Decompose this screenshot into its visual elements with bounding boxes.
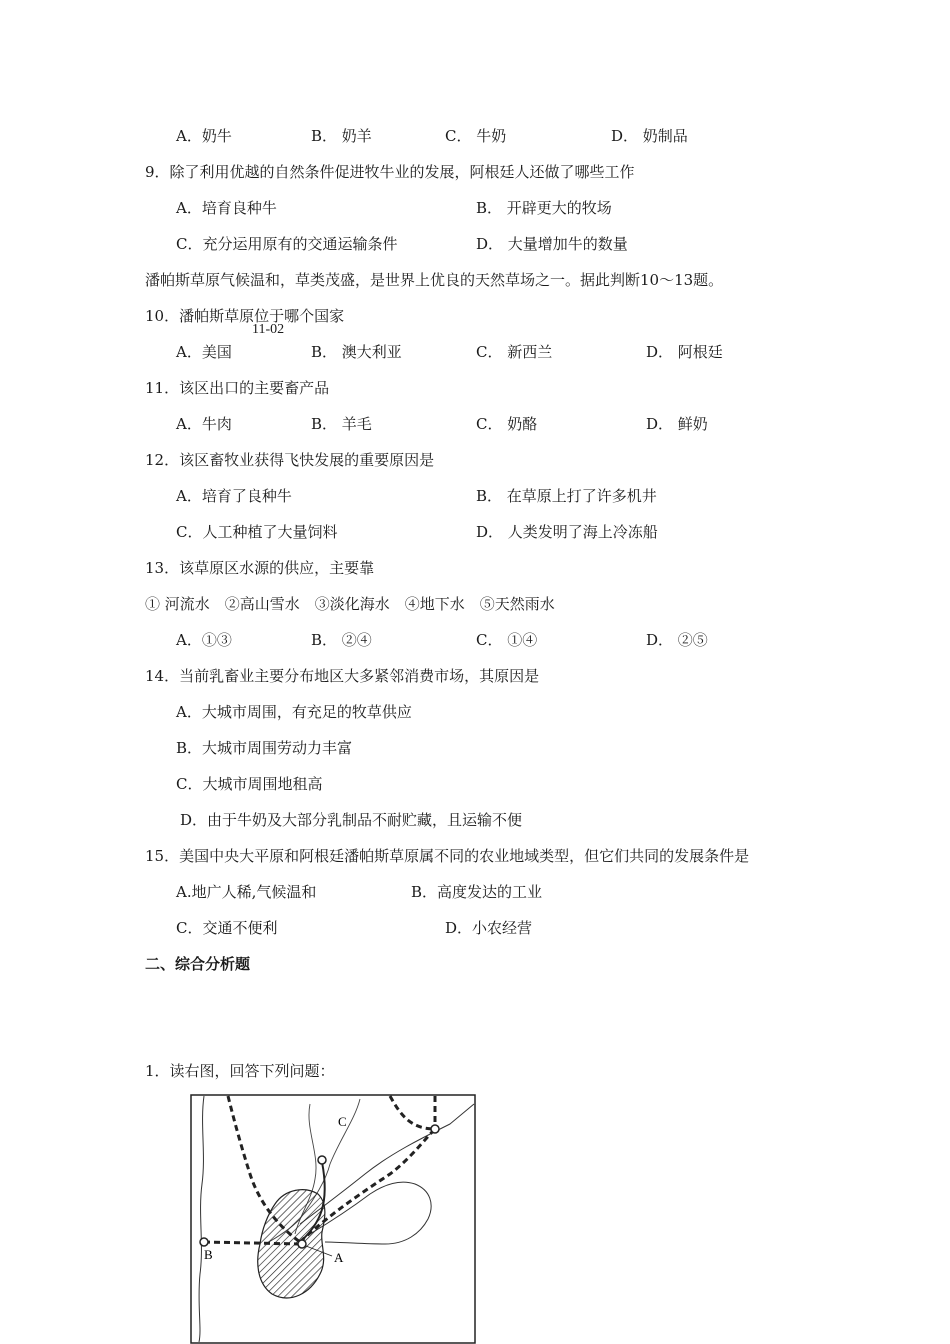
q9-option-a: A．培育良种牛	[176, 199, 277, 217]
q13-option-c: C． ①④	[476, 631, 538, 649]
q14-option-a: A．大城市周围，有充足的牧草供应	[176, 703, 412, 721]
q12-option-a: A．培育了良种牛	[176, 487, 292, 505]
q15-option-a: A.地广人稀,气候温和	[176, 883, 317, 901]
q13-option-d: D． ②⑤	[646, 631, 708, 649]
q15-option-b: B．高度发达的工业	[411, 883, 543, 901]
q14-stem: 14．当前乳畜业主要分布地区大多紧邻消费市场，其原因是	[145, 667, 540, 685]
q10-option-b: B． 澳大利亚	[311, 343, 402, 361]
q10-option-d: D． 阿根廷	[646, 343, 723, 361]
q9-option-d: D． 大量增加牛的数量	[476, 235, 628, 253]
q13-option-b: B． ②④	[311, 631, 372, 649]
q14-option-b: B．大城市周围劳动力丰富	[176, 739, 353, 757]
q8-option-c: C． 牛奶	[445, 127, 507, 145]
q11-option-c: C． 奶酪	[476, 415, 538, 433]
q11-stem: 11．该区出口的主要畜产品	[145, 379, 330, 397]
q14-option-c: C．大城市周围地租高	[176, 775, 323, 793]
q11-option-a: A．牛肉	[176, 415, 232, 433]
q9-stem: 9．除了利用优越的自然条件促进牧牛业的发展，阿根廷人还做了哪些工作	[145, 163, 635, 181]
q9-option-b: B． 开辟更大的牧场	[476, 199, 612, 217]
city-marker	[431, 1125, 439, 1133]
q8-option-b: B． 奶羊	[311, 127, 372, 145]
group-intro: 潘帕斯草原气候温和，草类茂盛，是世界上优良的天然草场之一。据此判断10～13题。	[145, 271, 724, 289]
q11-option-b: B． 羊毛	[311, 415, 372, 433]
map-label-c: C	[338, 1114, 347, 1129]
q13-option-a: A．①③	[176, 631, 232, 649]
q12-stem: 12．该区畜牧业获得飞快发展的重要原因是	[145, 451, 435, 469]
pampas-map	[190, 1094, 476, 1344]
city-marker-b	[200, 1238, 208, 1246]
page-stamp: 11-02	[252, 322, 285, 337]
map-label-b: B	[204, 1247, 213, 1262]
q10-option-c: C． 新西兰	[476, 343, 553, 361]
q15-option-d: D．小农经营	[445, 919, 533, 937]
q10-stem: 10．潘帕斯草原位于哪个国家	[145, 307, 345, 325]
q11-option-d: D． 鲜奶	[646, 415, 708, 433]
city-marker-a	[298, 1240, 306, 1248]
q15-option-c: C．交通不便利	[176, 919, 278, 937]
q8-option-a: A．奶牛	[176, 127, 232, 145]
q14-option-d: D．由于牛奶及大部分乳制品不耐贮藏，且运输不便	[180, 811, 523, 829]
q13-choices: ① 河流水 ②高山雪水 ③淡化海水 ④地下水 ⑤天然雨水	[145, 595, 555, 613]
q12-option-b: B． 在草原上打了许多机井	[476, 487, 657, 505]
section-title: 二、综合分析题	[145, 955, 251, 973]
q12-option-d: D． 人类发明了海上冷冻船	[476, 523, 658, 541]
analysis1-stem: 1．读右图，回答下列问题：	[145, 1062, 335, 1080]
q13-stem: 13．该草原区水源的供应，主要靠	[145, 559, 375, 577]
q9-option-c: C．充分运用原有的交通运输条件	[176, 235, 398, 253]
q15-stem: 15．美国中央大平原和阿根廷潘帕斯草原属不同的农业地域类型，但它们共同的发展条件是	[145, 847, 750, 865]
city-marker	[318, 1156, 326, 1164]
q10-option-a: A．美国	[176, 343, 232, 361]
q8-option-d: D． 奶制品	[611, 127, 688, 145]
q12-option-c: C．人工种植了大量饲料	[176, 523, 338, 541]
map-label-a: A	[334, 1250, 344, 1265]
